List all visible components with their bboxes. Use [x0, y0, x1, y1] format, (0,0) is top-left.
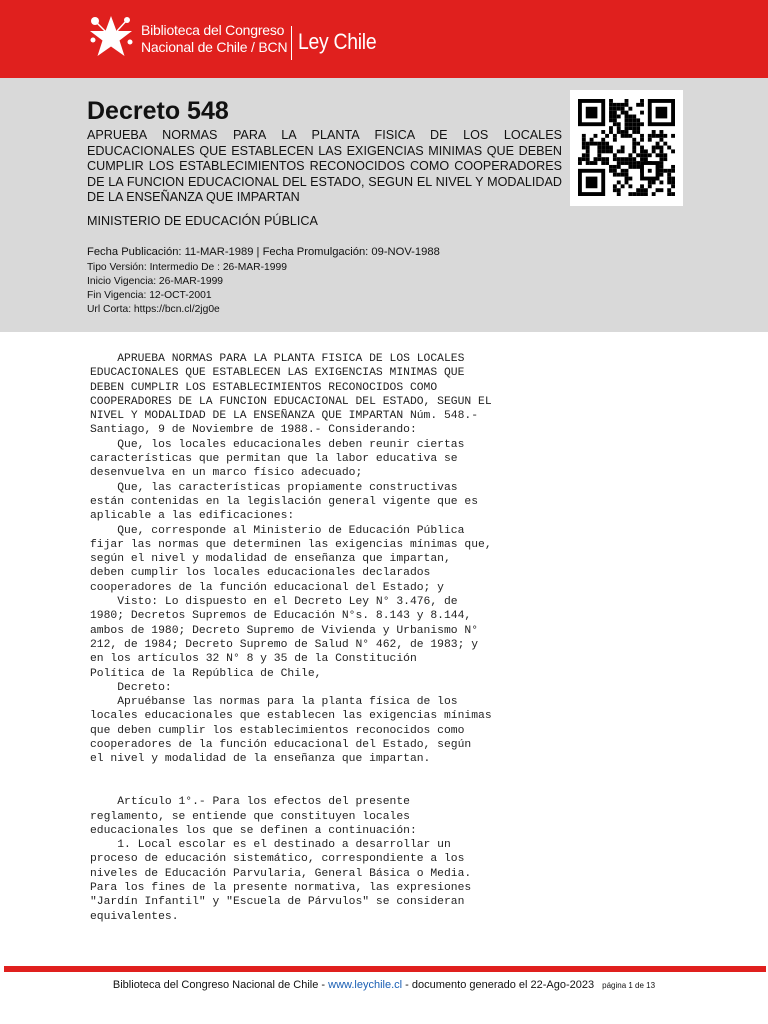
body-line: el nivel y modalidad de la enseñanza que impartan. [90, 753, 431, 766]
qr-code-icon [578, 99, 675, 196]
body-line: "Jardín Infantil" y "Escuela de Párvulos" se consideran [90, 896, 465, 909]
brand-divider [291, 26, 292, 60]
body-line: 1. Local escolar es el destinado a desarrollar un [90, 839, 451, 852]
bcn-star-icon [86, 12, 136, 62]
document-metadata [87, 245, 440, 318]
body-line: EDUCACIONALES QUE ESTABLECEN LAS EXIGENCIAS MINIMAS QUE [90, 367, 465, 380]
body-line: COOPERADORES DE LA FUNCION EDUCACIONAL DEL ESTADO, SEGUN EL [90, 395, 492, 408]
body-line: proceso de educación sistemático, correspondiente a los [90, 853, 465, 866]
body-line: Para los fines de la presente normativa, las expresiones [90, 881, 472, 894]
body-line: APRUEBA NORMAS PARA LA PLANTA FISICA DE LOS LOCALES [90, 353, 465, 365]
body-line: Que, corresponde al Ministerio de Educación Pública [90, 524, 465, 537]
body-line: 212, de 1984; Decreto Supremo de Salud N° 462, de 1983; y [90, 638, 479, 651]
body-line: ambos de 1980; Decreto Supremo de Vivienda y Urbanismo N° [90, 624, 479, 637]
brand-name[interactable] [141, 22, 287, 56]
page-footer [0, 978, 768, 993]
body-line: DEBEN CUMPLIR LOS ESTABLECIMIENTOS RECONOCIDOS COMO [90, 381, 438, 394]
meta-start-validity: Inicio Vigencia: 26-MAR-1999 [87, 275, 224, 287]
body-line [90, 781, 550, 795]
footer-link[interactable]: www.leychile.cl [328, 979, 403, 991]
footer-generated: - documento generado el 22-Ago-2023 [402, 979, 595, 991]
body-line: deben cumplir los locales educacionales declarados [90, 567, 431, 580]
top-header-bar [0, 0, 768, 78]
body-line: cooperadores de la función educacional del Estado, según [90, 739, 472, 752]
ley-chile-logo[interactable]: Ley Chile [298, 29, 377, 54]
body-line: que deben cumplir los establecimientos reconocidos como [90, 724, 465, 737]
page-number: página 1 de 13 [602, 981, 656, 990]
body-line: educacionales los que se definen a continuación: [90, 824, 417, 837]
body-line: NIVEL Y MODALIDAD DE LA ENSEÑANZA QUE IMPARTAN Núm. 548.- [90, 410, 479, 423]
body-line: Artículo 1°.- Para los efectos del presente [90, 796, 410, 809]
body-line: niveles de Educación Parvularia, General Básica o Media. [90, 867, 472, 880]
body-line: 1980; Decretos Supremos de Educación N°s. 8.143 y 8.144, [90, 610, 472, 623]
body-line: Santiago, 9 de Noviembre de 1988.- Considerando: [90, 424, 417, 437]
meta-version-type: Tipo Versión: Intermedio De : 26-MAR-1999 [87, 261, 287, 273]
body-line: Que, los locales educacionales deben reunir ciertas [90, 438, 465, 451]
body-line: reglamento, se entiende que constituyen locales [90, 810, 410, 823]
body-line: Política de la República de Chile, [90, 667, 322, 680]
body-line: características que permitan que la labor educativa se [90, 453, 458, 466]
body-line: según el nivel y modalidad de enseñanza que impartan, [90, 553, 451, 566]
qr-code [570, 90, 683, 206]
brand-line-1: Biblioteca del Congreso [141, 22, 285, 38]
body-line: Apruébanse las normas para la planta física de los [90, 696, 458, 709]
meta-dates: Fecha Publicación: 11-MAR-1989 | Fecha Promulgación: 09-NOV-1988 [87, 246, 440, 258]
body-line: aplicable a las edificaciones: [90, 510, 295, 523]
body-line: fijar las normas que determinen las exigencias mínimas que, [90, 538, 492, 551]
footer-divider [4, 966, 766, 972]
body-line: desenvuelva en un marco físico adecuado; [90, 467, 363, 480]
brand-line-2: Nacional de Chile / BCN [141, 39, 288, 55]
issuing-ministry: MINISTERIO DE EDUCACIÓN PÚBLICA [87, 214, 318, 228]
body-line: cooperadores de la función educacional del Estado; y [90, 581, 444, 594]
meta-short-url[interactable]: Url Corta: https://bcn.cl/2jg0e [87, 304, 220, 316]
body-line: locales educacionales que establecen las exigencias mínimas [90, 710, 492, 723]
document-subject: APRUEBA NORMAS PARA LA PLANTA FISICA DE LOS LOCALES EDUCACIONALES QUE ESTABLECEN LAS EXIGENCIAS MINIMAS QUE DEBEN CUMPLIR LOS ESTABLECIMIENTOS RECONOCIDOS COMO COOPERADORES DE LA FUNCION EDUCACIONAL DEL ESTADO, SEGUN EL NIVEL Y MODALIDAD DE LA ENSEÑANZA QUE IMPARTAN [87, 128, 562, 205]
footer-text: Biblioteca del Congreso Nacional de Chile - [112, 979, 329, 991]
document-title: Decreto 548 [87, 97, 229, 125]
body-line: Visto: Lo dispuesto en el Decreto Ley N° 3.476, de [90, 596, 458, 609]
meta-end-validity: Fin Vigencia: 12-OCT-2001 [87, 290, 212, 302]
body-line: equivalentes. [90, 910, 179, 923]
body-line: en los artículos 32 N° 8 y 35 de la Constitución [90, 653, 417, 666]
body-line: Que, las características propiamente constructivas [90, 481, 458, 494]
body-line: están contenidas en la legislación general vigente que es [90, 495, 479, 508]
document-body [90, 352, 550, 924]
body-line: Decreto: [90, 681, 172, 694]
body-line [90, 767, 550, 781]
